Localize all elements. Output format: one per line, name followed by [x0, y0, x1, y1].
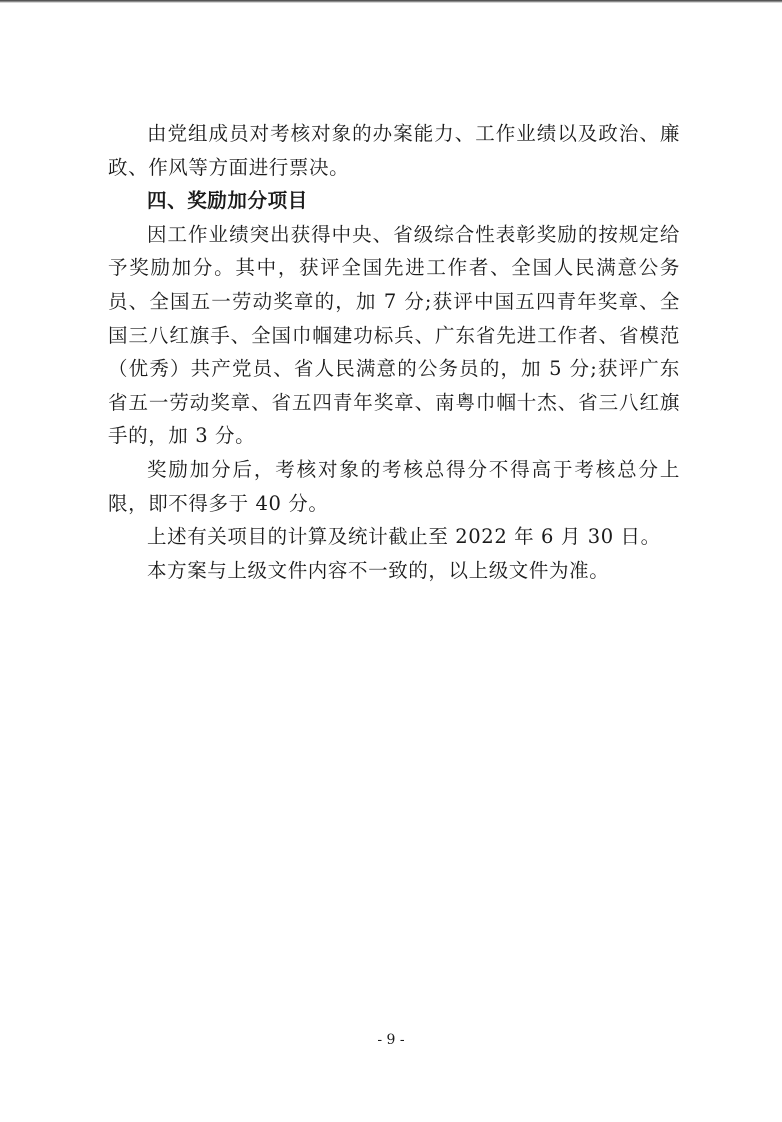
paragraph-voting: 由党组成员对考核对象的办案能力、工作业绩以及政治、廉政、作风等方面进行票决。 — [108, 122, 680, 179]
paragraph-cutoff-date: 上述有关项目的计算及统计截止至 2022 年 6 月 30 日。 — [147, 525, 661, 549]
paragraph-precedence: 本方案与上级文件内容不一致的，以上级文件为准。 — [147, 558, 610, 582]
paragraph-score-cap: 奖励加分后，考核对象的考核总得分不得高于考核总分上限，即不得多于 40 分。 — [108, 457, 680, 515]
section-heading-rewards: 四、奖励加分项目 — [147, 189, 308, 213]
paragraph-reward-points: 因工作业绩突出获得中央、省级综合性表彰奖励的按规定给予奖励加分。其中，获评全国先进工作者、全国人民满意公务员、全国五一劳动奖章的，加 7 分;获评中国五四青年奖章、全国三八红旗手、全国巾帼建功标兵、广东省先进工作者、省模范（优秀）共产党员、省人民满意的公务员的，加 5 分;获评广东省五一劳动奖章、省五四青年奖章、南粤巾帼十杰、省三八红旗手的，加 3 分。 — [108, 222, 680, 448]
page-number: - 9 - — [377, 1032, 405, 1048]
document-body — [108, 117, 680, 587]
scan-top-edge — [0, 0, 782, 3]
